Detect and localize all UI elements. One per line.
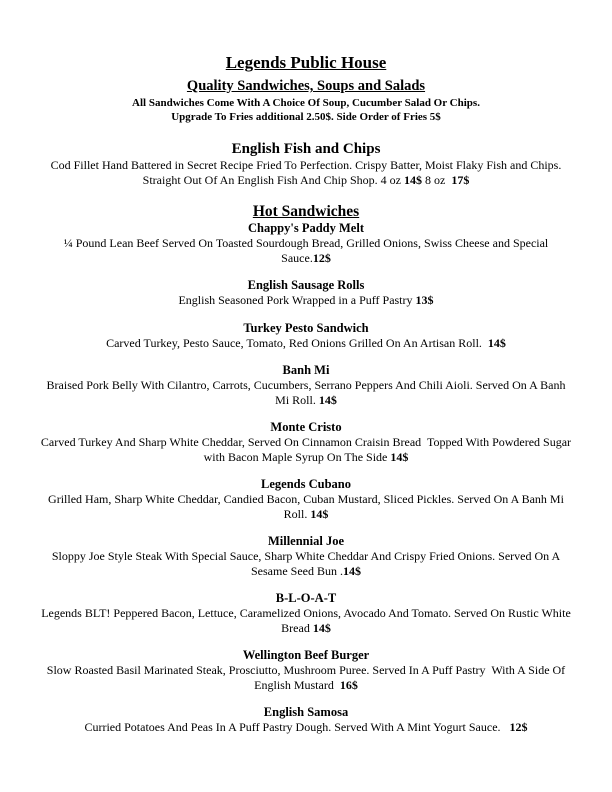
menu-item [40, 363, 572, 407]
menu-item [40, 278, 572, 308]
item-text: Curried Potatoes And Peas In A Puff Pastry Dough. Served With A Mint Yogurt Sauce. [84, 720, 510, 734]
item-price: 14$ [343, 563, 361, 578]
menu-item [40, 534, 572, 578]
item-price: 14$ [312, 620, 331, 635]
item-text: Carved Turkey And Sharp White Cheddar, Served On Cinnamon Craisin Bread Topped With Powdered Sugar with Bacon Maple Syrup On The Side [40, 435, 575, 464]
item-name: Wellington Beef Burger [242, 648, 370, 662]
item-text: Sloppy Joe Style Steak With Special Sauce, Sharp White Cheddar And Crispy Fried Onions. Served On A Sesame Seed Bun . [51, 549, 564, 578]
item-description [40, 336, 572, 351]
menu-item [40, 591, 572, 635]
item-name: Banh Mi [282, 363, 330, 377]
item-price: 14$ [404, 172, 423, 187]
section-heading: Hot Sandwiches [252, 203, 360, 220]
menu-subtitle: Quality Sandwiches, Soups and Salads [186, 78, 426, 94]
item-text: Legends BLT! Peppered Bacon, Lettuce, Caramelized Onions, Avocado And Tomato. Served On Rustic White Bread [41, 606, 574, 635]
item-price: 14$ [310, 506, 329, 521]
item-name: English Sausage Rolls [247, 278, 365, 292]
item-price: 13$ [415, 293, 434, 307]
item-text: Carved Turkey, Pesto Sauce, Tomato, Red Onions Grilled On An Artisan Roll. [106, 335, 488, 350]
item-price: 17$ [451, 172, 470, 187]
section-items [40, 140, 572, 187]
menu-item [40, 321, 572, 351]
menu-item [40, 221, 572, 265]
item-description [40, 435, 575, 464]
item-price: 12$ [312, 250, 331, 265]
item-name: B-L-O-A-T [275, 591, 337, 605]
menu-item [40, 420, 575, 464]
item-name: English Samosa [263, 705, 349, 719]
menu-note-choices: All Sandwiches Come With A Choice Of Soup, Cucumber Salad Or Chips. [132, 97, 480, 109]
item-description [40, 158, 572, 187]
item-price: 14$ [390, 449, 409, 464]
item-text: Cod Fillet Hand Battered in Secret Recipe Fried To Perfection. Crispy Batter, Moist Flaky Fish and Chips. Straight Out Of An English Fish And Chip Shop. 4 oz [50, 158, 565, 187]
item-price: 16$ [339, 677, 358, 692]
item-description [40, 549, 572, 578]
menu-item [40, 140, 572, 187]
item-name: Turkey Pesto Sandwich [243, 320, 369, 335]
section-items [40, 221, 575, 735]
item-text: Slow Roasted Basil Marinated Steak, Prosciutto, Mushroom Puree. Served In A Puff Pastry With A Side Of English Mustard [46, 663, 569, 692]
item-description [40, 606, 572, 635]
item-name: Legends Cubano [261, 477, 351, 491]
item-text: ¼ Pound Lean Beef Served On Toasted Sourdough Bread, Grilled Onions, Swiss Cheese and Special Sauce. [63, 236, 552, 265]
item-description [40, 293, 572, 308]
menu-section [40, 140, 572, 187]
item-name: English Fish and Chips [231, 141, 381, 157]
item-name: Chappy's Paddy Melt [248, 221, 364, 235]
spacer [40, 124, 572, 140]
item-description [40, 663, 572, 692]
item-description [40, 378, 572, 407]
menu-content [40, 52, 575, 735]
menu-sections [40, 140, 575, 735]
item-text: Braised Pork Belly With Cilantro, Carrots, Cucumbers, Serrano Peppers And Chili Aioli. Served On A Banh Mi Roll. [46, 378, 569, 407]
item-price: 12$ [509, 720, 528, 734]
menu-section [40, 202, 575, 735]
item-price: 14$ [487, 335, 506, 350]
menu-item [40, 477, 572, 521]
item-name: Monte Cristo [270, 420, 342, 434]
item-description [40, 492, 572, 521]
item-price: 14$ [318, 392, 337, 407]
menu-item [40, 648, 572, 692]
item-text: Grilled Ham, Sharp White Cheddar, Candied Bacon, Cuban Mustard, Sliced Pickles. Served On A Banh Mi Roll. [48, 492, 567, 521]
item-text: English Seasoned Pork Wrapped in a Puff Pastry [178, 293, 416, 307]
menu-title: Legends Public House [225, 53, 387, 72]
menu-item [40, 705, 572, 735]
item-name: Millennial Joe [267, 534, 345, 548]
item-description [40, 236, 572, 265]
menu-note-upgrade: Upgrade To Fries additional 2.50$. Side Order of Fries 5$ [171, 110, 441, 123]
item-description [40, 720, 572, 735]
item-text: 8 oz [422, 172, 452, 187]
